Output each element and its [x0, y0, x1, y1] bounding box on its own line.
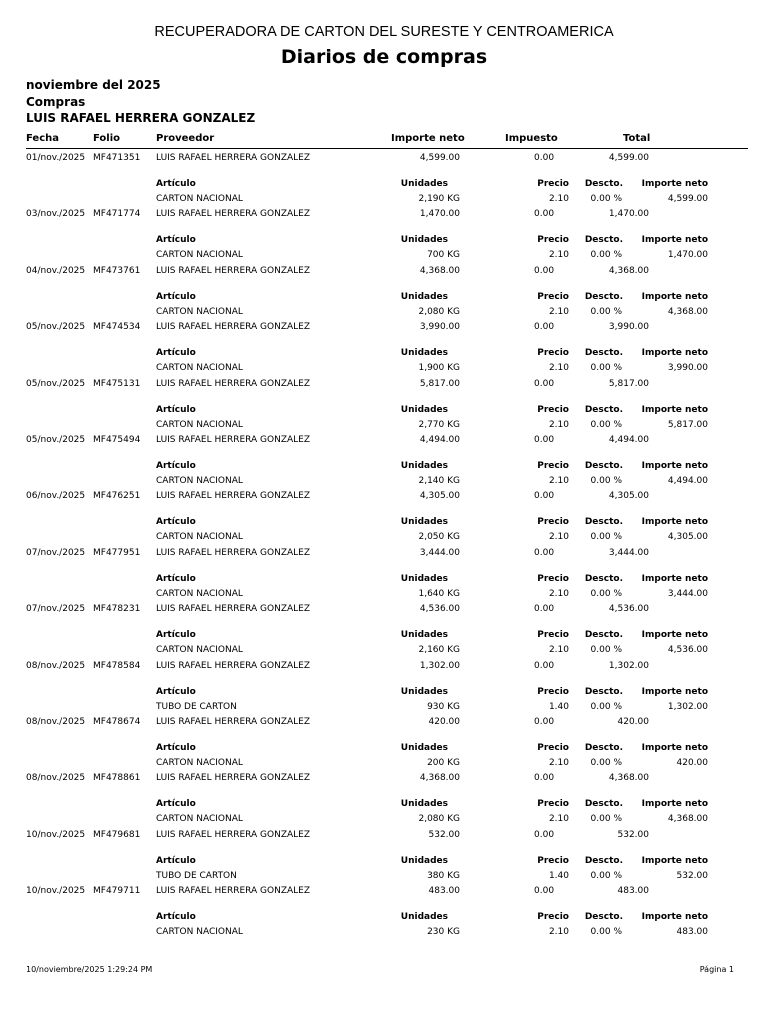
record-importe-neto: 5,817.00	[419, 378, 460, 389]
detail-articulo: CARTON NACIONAL	[156, 419, 243, 430]
detail-header-articulo: Artículo	[156, 460, 196, 471]
record-impuesto: 0.00	[534, 209, 555, 220]
record-proveedor: LUIS RAFAEL HERRERA GONZALEZ	[156, 209, 311, 220]
col-fecha: Fecha	[26, 133, 60, 144]
detail-header-precio: Precio	[537, 912, 569, 923]
detail-header-precio: Precio	[537, 517, 569, 528]
detail-descto: 0.00 %	[590, 532, 622, 543]
record-total: 532.00	[617, 829, 649, 840]
detail-importe-neto: 4,368.00	[667, 306, 708, 317]
detail-articulo: CARTON NACIONAL	[156, 532, 243, 543]
record-total: 4,305.00	[608, 491, 649, 502]
col-importe-neto: Importe neto	[391, 133, 465, 144]
record-total: 3,444.00	[608, 547, 649, 558]
record-fecha: 03/nov./2025	[26, 209, 86, 220]
record-total: 420.00	[617, 716, 649, 727]
record-proveedor: LUIS RAFAEL HERRERA GONZALEZ	[156, 604, 311, 615]
record-fecha: 08/nov./2025	[26, 660, 86, 671]
col-folio: Folio	[93, 133, 121, 144]
detail-unidades: 1,900 KG	[418, 363, 460, 374]
report-supplier: LUIS RAFAEL HERRERA GONZALEZ	[26, 111, 256, 125]
detail-precio: 2.10	[548, 419, 569, 430]
purchase-record	[26, 717, 748, 773]
detail-precio: 2.10	[548, 363, 569, 374]
detail-header-descto: Descto.	[584, 291, 623, 302]
detail-unidades: 2,770 KG	[418, 419, 460, 430]
record-importe-neto: 1,470.00	[419, 209, 460, 220]
detail-header-unidades: Unidades	[400, 630, 448, 641]
detail-header-articulo: Artículo	[156, 742, 196, 753]
record-impuesto: 0.00	[534, 547, 555, 558]
detail-importe-neto: 532.00	[676, 870, 708, 881]
record-importe-neto: 532.00	[428, 829, 460, 840]
detail-articulo: CARTON NACIONAL	[156, 250, 243, 261]
record-importe-neto: 3,444.00	[419, 547, 460, 558]
detail-header-unidades: Unidades	[400, 573, 448, 584]
purchase-record	[26, 548, 748, 604]
detail-importe-neto: 1,302.00	[667, 701, 708, 712]
record-importe-neto: 1,302.00	[419, 660, 460, 671]
detail-precio: 2.10	[548, 194, 569, 204]
detail-articulo: CARTON NACIONAL	[156, 757, 243, 768]
detail-precio: 2.10	[548, 532, 569, 543]
report-period: noviembre del 2025	[26, 78, 161, 92]
purchase-record	[26, 773, 748, 829]
detail-header-precio: Precio	[537, 855, 569, 866]
detail-header-unidades: Unidades	[400, 686, 448, 697]
record-folio: MF477951	[93, 547, 141, 558]
detail-header-unidades: Unidades	[400, 235, 448, 246]
detail-descto: 0.00 %	[590, 757, 622, 768]
detail-descto: 0.00 %	[590, 363, 622, 374]
purchase-record	[26, 830, 748, 886]
detail-header-importe-neto: Importe neto	[641, 686, 708, 697]
record-fecha: 10/nov./2025	[26, 829, 86, 840]
detail-header-importe-neto: Importe neto	[641, 179, 708, 189]
detail-articulo: CARTON NACIONAL	[156, 194, 243, 204]
record-total: 4,494.00	[608, 434, 649, 445]
record-folio: MF471774	[93, 209, 141, 220]
detail-header-importe-neto: Importe neto	[641, 573, 708, 584]
record-total: 483.00	[617, 886, 649, 897]
detail-header-articulo: Artículo	[156, 573, 196, 584]
record-importe-neto: 483.00	[428, 886, 460, 897]
purchase-record	[26, 153, 748, 209]
detail-header-unidades: Unidades	[400, 912, 448, 923]
record-proveedor: LUIS RAFAEL HERRERA GONZALEZ	[156, 378, 311, 389]
record-importe-neto: 4,368.00	[419, 265, 460, 276]
detail-importe-neto: 3,990.00	[667, 363, 708, 374]
purchase-record	[26, 322, 748, 378]
footer-page: Página 1	[699, 965, 734, 974]
detail-header-importe-neto: Importe neto	[641, 912, 708, 923]
detail-unidades: 2,080 KG	[418, 814, 460, 825]
detail-header-importe-neto: Importe neto	[641, 855, 708, 866]
detail-header-descto: Descto.	[584, 573, 623, 584]
detail-header-precio: Precio	[537, 348, 569, 359]
detail-articulo: CARTON NACIONAL	[156, 475, 243, 486]
detail-descto: 0.00 %	[590, 870, 622, 881]
detail-header-precio: Precio	[537, 179, 569, 189]
detail-articulo: CARTON NACIONAL	[156, 588, 243, 599]
detail-unidades: 1,640 KG	[418, 588, 460, 599]
report-title: Diarios de compras	[280, 46, 488, 68]
record-fecha: 05/nov./2025	[26, 434, 86, 445]
record-total: 4,536.00	[608, 604, 649, 615]
record-fecha: 08/nov./2025	[26, 773, 86, 784]
detail-articulo: CARTON NACIONAL	[156, 306, 243, 317]
purchase-record	[26, 379, 748, 435]
detail-header-articulo: Artículo	[156, 235, 196, 246]
record-impuesto: 0.00	[534, 265, 555, 276]
col-impuesto: Impuesto	[505, 133, 558, 144]
detail-precio: 2.10	[548, 306, 569, 317]
detail-header-descto: Descto.	[584, 742, 623, 753]
detail-unidades: 2,190 KG	[418, 194, 460, 204]
detail-header-articulo: Artículo	[156, 348, 196, 359]
record-proveedor: LUIS RAFAEL HERRERA GONZALEZ	[156, 829, 311, 840]
record-impuesto: 0.00	[534, 773, 555, 784]
detail-header-precio: Precio	[537, 742, 569, 753]
purchase-record	[26, 209, 748, 265]
detail-articulo: CARTON NACIONAL	[156, 814, 243, 825]
record-folio: MF473761	[93, 265, 141, 276]
record-impuesto: 0.00	[534, 829, 555, 840]
detail-header-articulo: Artículo	[156, 517, 196, 528]
record-fecha: 05/nov./2025	[26, 322, 86, 333]
detail-header-articulo: Artículo	[156, 291, 196, 302]
detail-descto: 0.00 %	[590, 588, 622, 599]
detail-header-precio: Precio	[537, 573, 569, 584]
detail-precio: 1.40	[548, 701, 569, 712]
record-impuesto: 0.00	[534, 491, 555, 502]
record-fecha: 08/nov./2025	[26, 716, 86, 727]
detail-header-articulo: Artículo	[156, 179, 196, 189]
detail-header-precio: Precio	[537, 235, 569, 246]
record-folio: MF474534	[93, 322, 141, 333]
record-folio: MF478861	[93, 773, 141, 784]
detail-header-unidades: Unidades	[400, 348, 448, 359]
record-proveedor: LUIS RAFAEL HERRERA GONZALEZ	[156, 773, 311, 784]
detail-header-importe-neto: Importe neto	[641, 404, 708, 415]
detail-header-precio: Precio	[537, 799, 569, 810]
detail-header-articulo: Artículo	[156, 855, 196, 866]
detail-precio: 2.10	[548, 475, 569, 486]
detail-descto: 0.00 %	[590, 701, 622, 712]
record-proveedor: LUIS RAFAEL HERRERA GONZALEZ	[156, 886, 311, 897]
record-proveedor: LUIS RAFAEL HERRERA GONZALEZ	[156, 153, 311, 163]
detail-header-descto: Descto.	[584, 235, 623, 246]
record-fecha: 07/nov./2025	[26, 604, 86, 615]
report-section: Compras	[26, 95, 86, 109]
detail-unidades: 200 KG	[427, 757, 460, 768]
detail-header-descto: Descto.	[584, 686, 623, 697]
detail-unidades: 2,140 KG	[418, 475, 460, 486]
detail-importe-neto: 1,470.00	[667, 250, 708, 261]
purchase-record	[26, 886, 748, 942]
detail-importe-neto: 4,599.00	[667, 194, 708, 204]
col-proveedor: Proveedor	[156, 133, 215, 144]
detail-header-unidades: Unidades	[400, 460, 448, 471]
record-folio: MF475494	[93, 434, 141, 445]
detail-header-importe-neto: Importe neto	[641, 630, 708, 641]
detail-unidades: 380 KG	[427, 870, 460, 881]
detail-header-descto: Descto.	[584, 404, 623, 415]
column-header-row	[26, 132, 748, 149]
detail-header-importe-neto: Importe neto	[641, 460, 708, 471]
record-proveedor: LUIS RAFAEL HERRERA GONZALEZ	[156, 491, 311, 502]
record-total: 1,470.00	[608, 209, 649, 220]
detail-precio: 1.40	[548, 870, 569, 881]
record-fecha: 04/nov./2025	[26, 265, 86, 276]
record-total: 4,599.00	[608, 153, 649, 163]
record-impuesto: 0.00	[534, 434, 555, 445]
detail-header-precio: Precio	[537, 630, 569, 641]
detail-descto: 0.00 %	[590, 814, 622, 825]
detail-descto: 0.00 %	[590, 475, 622, 486]
record-importe-neto: 420.00	[428, 716, 460, 727]
record-impuesto: 0.00	[534, 153, 555, 163]
detail-precio: 2.10	[548, 927, 569, 938]
record-fecha: 01/nov./2025	[26, 153, 86, 163]
detail-importe-neto: 483.00	[676, 927, 708, 938]
record-folio: MF478231	[93, 604, 141, 615]
record-folio: MF478674	[93, 716, 141, 727]
detail-descto: 0.00 %	[590, 194, 622, 204]
record-proveedor: LUIS RAFAEL HERRERA GONZALEZ	[156, 660, 311, 671]
purchase-record	[26, 661, 748, 717]
detail-importe-neto: 3,444.00	[667, 588, 708, 599]
detail-descto: 0.00 %	[590, 645, 622, 656]
purchase-record	[26, 266, 748, 322]
record-total: 5,817.00	[608, 378, 649, 389]
company-name: RECUPERADORA DE CARTON DEL SURESTE Y CENTROAMERICA	[154, 24, 614, 40]
record-fecha: 10/nov./2025	[26, 886, 86, 897]
detail-header-importe-neto: Importe neto	[641, 348, 708, 359]
detail-header-unidades: Unidades	[400, 179, 448, 189]
footer-timestamp: 10/noviembre/2025 1:29:24 PM	[26, 965, 153, 974]
detail-unidades: 700 KG	[427, 250, 460, 261]
detail-descto: 0.00 %	[590, 306, 622, 317]
detail-importe-neto: 4,536.00	[667, 645, 708, 656]
detail-descto: 0.00 %	[590, 927, 622, 938]
record-folio: MF471351	[93, 153, 141, 163]
record-folio: MF478584	[93, 660, 141, 671]
purchase-record	[26, 491, 748, 547]
record-importe-neto: 4,494.00	[419, 434, 460, 445]
record-fecha: 06/nov./2025	[26, 491, 86, 502]
record-total: 4,368.00	[608, 265, 649, 276]
detail-articulo: CARTON NACIONAL	[156, 363, 243, 374]
detail-header-descto: Descto.	[584, 517, 623, 528]
detail-descto: 0.00 %	[590, 250, 622, 261]
detail-importe-neto: 4,494.00	[667, 475, 708, 486]
record-proveedor: LUIS RAFAEL HERRERA GONZALEZ	[156, 322, 311, 333]
record-impuesto: 0.00	[534, 886, 555, 897]
detail-header-articulo: Artículo	[156, 912, 196, 923]
detail-articulo: CARTON NACIONAL	[156, 645, 243, 656]
detail-importe-neto: 5,817.00	[667, 419, 708, 430]
record-proveedor: LUIS RAFAEL HERRERA GONZALEZ	[156, 716, 311, 727]
purchase-record	[26, 435, 748, 491]
detail-importe-neto: 4,305.00	[667, 532, 708, 543]
record-folio: MF476251	[93, 491, 141, 502]
detail-unidades: 230 KG	[427, 927, 460, 938]
detail-precio: 2.10	[548, 645, 569, 656]
record-folio: MF479711	[93, 886, 141, 897]
detail-unidades: 2,160 KG	[418, 645, 460, 656]
record-importe-neto: 4,368.00	[419, 773, 460, 784]
detail-unidades: 2,050 KG	[418, 532, 460, 543]
detail-header-articulo: Artículo	[156, 799, 196, 810]
detail-header-unidades: Unidades	[400, 517, 448, 528]
col-total: Total	[623, 133, 651, 144]
detail-header-unidades: Unidades	[400, 291, 448, 302]
record-impuesto: 0.00	[534, 378, 555, 389]
detail-header-descto: Descto.	[584, 630, 623, 641]
detail-header-descto: Descto.	[584, 460, 623, 471]
record-impuesto: 0.00	[534, 322, 555, 333]
detail-header-importe-neto: Importe neto	[641, 291, 708, 302]
record-impuesto: 0.00	[534, 660, 555, 671]
detail-header-unidades: Unidades	[400, 742, 448, 753]
detail-precio: 2.10	[548, 757, 569, 768]
record-total: 4,368.00	[608, 773, 649, 784]
detail-header-descto: Descto.	[584, 912, 623, 923]
record-fecha: 05/nov./2025	[26, 378, 86, 389]
detail-articulo: TUBO DE CARTON	[156, 870, 237, 881]
detail-header-precio: Precio	[537, 686, 569, 697]
detail-importe-neto: 4,368.00	[667, 814, 708, 825]
record-impuesto: 0.00	[534, 716, 555, 727]
detail-header-importe-neto: Importe neto	[641, 235, 708, 246]
detail-header-descto: Descto.	[584, 179, 623, 189]
record-total: 1,302.00	[608, 660, 649, 671]
record-folio: MF475131	[93, 378, 141, 389]
purchase-records	[26, 153, 748, 942]
detail-header-precio: Precio	[537, 460, 569, 471]
record-importe-neto: 4,599.00	[419, 153, 460, 163]
detail-descto: 0.00 %	[590, 419, 622, 430]
record-proveedor: LUIS RAFAEL HERRERA GONZALEZ	[156, 547, 311, 558]
record-importe-neto: 4,305.00	[419, 491, 460, 502]
detail-header-importe-neto: Importe neto	[641, 799, 708, 810]
record-impuesto: 0.00	[534, 604, 555, 615]
detail-precio: 2.10	[548, 250, 569, 261]
detail-header-unidades: Unidades	[400, 799, 448, 810]
detail-header-unidades: Unidades	[400, 404, 448, 415]
purchase-record	[26, 604, 748, 660]
record-importe-neto: 4,536.00	[419, 604, 460, 615]
detail-articulo: TUBO DE CARTON	[156, 701, 237, 712]
record-total: 3,990.00	[608, 322, 649, 333]
detail-header-descto: Descto.	[584, 799, 623, 810]
detail-header-descto: Descto.	[584, 855, 623, 866]
detail-precio: 2.10	[548, 814, 569, 825]
detail-header-precio: Precio	[537, 404, 569, 415]
detail-articulo: CARTON NACIONAL	[156, 927, 243, 938]
detail-header-descto: Descto.	[584, 348, 623, 359]
detail-header-importe-neto: Importe neto	[641, 517, 708, 528]
record-proveedor: LUIS RAFAEL HERRERA GONZALEZ	[156, 265, 311, 276]
detail-unidades: 930 KG	[427, 701, 460, 712]
detail-header-unidades: Unidades	[400, 855, 448, 866]
detail-precio: 2.10	[548, 588, 569, 599]
detail-header-articulo: Artículo	[156, 404, 196, 415]
detail-header-precio: Precio	[537, 291, 569, 302]
detail-header-articulo: Artículo	[156, 686, 196, 697]
detail-header-articulo: Artículo	[156, 630, 196, 641]
detail-header-importe-neto: Importe neto	[641, 742, 708, 753]
record-folio: MF479681	[93, 829, 141, 840]
record-proveedor: LUIS RAFAEL HERRERA GONZALEZ	[156, 434, 311, 445]
record-fecha: 07/nov./2025	[26, 547, 86, 558]
record-importe-neto: 3,990.00	[419, 322, 460, 333]
detail-importe-neto: 420.00	[676, 757, 708, 768]
detail-unidades: 2,080 KG	[418, 306, 460, 317]
